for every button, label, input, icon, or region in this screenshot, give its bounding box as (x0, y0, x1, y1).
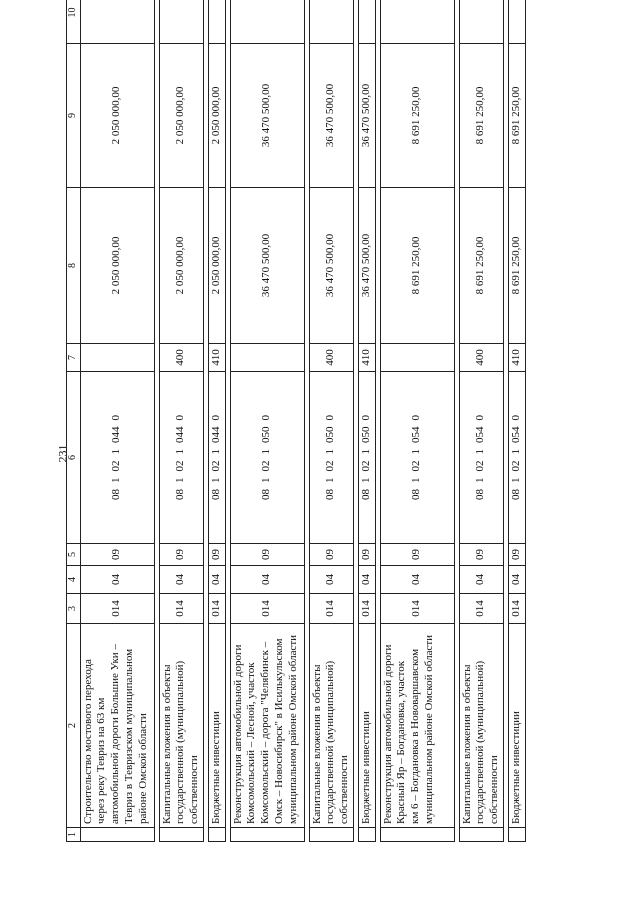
col-number: 10 (67, 0, 81, 44)
cell-section: 04 (459, 566, 503, 594)
name-line: государственной (муниципальной) (324, 660, 337, 824)
article-part: 1 (260, 449, 273, 455)
table-row (508, 0, 525, 842)
name-line: Капитальные вложения в объекты (310, 664, 323, 824)
cell-col1 (309, 828, 353, 842)
article-part: 08 (209, 489, 222, 500)
cell-name (358, 624, 375, 828)
cell-name (380, 624, 454, 828)
cell-subsection: 09 (159, 544, 203, 566)
name-line: Тевриз в Тевризском муниципальном (122, 648, 135, 824)
cell-section: 04 (380, 566, 454, 594)
article-part: 02 (509, 460, 522, 472)
article-part: 0 (509, 415, 522, 421)
cell-subsection: 09 (358, 544, 375, 566)
name-line: через реку Тевриз на 63 км (95, 697, 108, 824)
article-part: 02 (359, 460, 372, 472)
cell-col1 (380, 828, 454, 842)
cell-name (230, 624, 304, 828)
article-part: 08 (410, 489, 423, 500)
article-part: 1 (359, 449, 372, 455)
name-line: Капитальные вложения в объекты (160, 664, 173, 824)
table-row (80, 0, 154, 842)
name-line: муниципальном районе Омской области (422, 634, 435, 824)
name-line: Реконструкция автомобильной дороги (381, 644, 394, 824)
article-part: 044 (209, 426, 222, 443)
cell-target-article (459, 372, 503, 544)
cell-col1 (230, 828, 304, 842)
cell-amount-8: 36 470 500,00 (358, 188, 375, 344)
cell-target-article (380, 372, 454, 544)
name-line: собственности (338, 755, 350, 824)
name-line: муниципальном районе Омской области (286, 634, 299, 824)
cell-section: 04 (358, 566, 375, 594)
cell-target-article (508, 372, 525, 544)
cell-expense-type: 400 (309, 344, 353, 372)
cell-section: 04 (80, 566, 154, 594)
cell-name (159, 624, 203, 828)
cell-subsection: 09 (380, 544, 454, 566)
cell-col10 (208, 0, 225, 44)
cell-subsection: 09 (208, 544, 225, 566)
cell-expense-type: 400 (459, 344, 503, 372)
cell-amount-8: 8 691 250,00 (508, 188, 525, 344)
cell-name (80, 624, 154, 828)
cell-amount-9: 8 691 250,00 (508, 44, 525, 188)
table-row (309, 0, 353, 842)
cell-amount-9: 8 691 250,00 (459, 44, 503, 188)
cell-name (208, 624, 225, 828)
cell-amount-8: 2 050 000,00 (159, 188, 203, 344)
column-number-row (67, 0, 81, 842)
article-part: 054 (509, 426, 522, 443)
cell-amount-9: 8 691 250,00 (380, 44, 454, 188)
cell-code: 014 (508, 594, 525, 624)
cell-amount-9: 36 470 500,00 (358, 44, 375, 188)
cell-amount-8: 8 691 250,00 (380, 188, 454, 344)
cell-code: 014 (358, 594, 375, 624)
cell-section: 04 (309, 566, 353, 594)
cell-code: 014 (380, 594, 454, 624)
article-part: 0 (324, 415, 337, 421)
cell-expense-type (230, 344, 304, 372)
article-part: 1 (174, 477, 187, 483)
cell-amount-8: 8 691 250,00 (459, 188, 503, 344)
article-part: 1 (410, 449, 423, 455)
name-line: районе Омской области (136, 713, 149, 824)
article-part: 054 (474, 426, 487, 443)
cell-amount-9: 2 050 000,00 (208, 44, 225, 188)
cell-col10 (230, 0, 304, 44)
budget-table (66, 0, 526, 842)
cell-expense-type: 410 (508, 344, 525, 372)
article-part: 1 (474, 477, 487, 483)
cell-amount-8: 2 050 000,00 (80, 188, 154, 344)
cell-col1 (459, 828, 503, 842)
name-line: Бюджетные инвестиции (509, 711, 522, 824)
article-part: 02 (474, 460, 487, 472)
article-part: 0 (174, 415, 187, 421)
name-line: собственности (188, 755, 200, 824)
article-part: 0 (110, 415, 123, 421)
table-row (459, 0, 503, 842)
article-part: 1 (509, 477, 522, 483)
cell-name (508, 624, 525, 828)
cell-expense-type: 410 (208, 344, 225, 372)
article-part: 1 (324, 477, 337, 483)
name-line: Красный Яр – Богдановка, участок (395, 660, 408, 824)
cell-target-article (358, 372, 375, 544)
article-part: 1 (324, 449, 337, 455)
article-part: 1 (474, 449, 487, 455)
cell-code: 014 (208, 594, 225, 624)
cell-code: 014 (159, 594, 203, 624)
article-part: 050 (359, 426, 372, 443)
cell-amount-9: 36 470 500,00 (309, 44, 353, 188)
cell-name (459, 624, 503, 828)
name-line: Бюджетные инвестиции (359, 711, 372, 824)
cell-col1 (208, 828, 225, 842)
cell-target-article (208, 372, 225, 544)
cell-name (309, 624, 353, 828)
article-part: 08 (324, 489, 337, 500)
cell-target-article (230, 372, 304, 544)
article-part: 0 (474, 415, 487, 421)
article-part: 1 (174, 449, 187, 455)
name-line: государственной (муниципальной) (474, 660, 487, 824)
cell-subsection: 09 (459, 544, 503, 566)
article-part: 08 (359, 489, 372, 500)
cell-section: 04 (159, 566, 203, 594)
col-number: 9 (67, 44, 81, 188)
article-part: 08 (110, 489, 123, 500)
article-part: 050 (324, 426, 337, 443)
cell-amount-9: 2 050 000,00 (80, 44, 154, 188)
article-part: 08 (260, 489, 273, 500)
article-part: 02 (110, 460, 123, 472)
article-part: 050 (260, 426, 273, 443)
cell-col10 (80, 0, 154, 44)
cell-section: 04 (508, 566, 525, 594)
name-line: км 6 – Богдановка в Нововаршавском (409, 648, 421, 824)
cell-col1 (159, 828, 203, 842)
article-part: 08 (474, 489, 487, 500)
table-row (358, 0, 375, 842)
cell-col1 (80, 828, 154, 842)
cell-code: 014 (459, 594, 503, 624)
col-number: 8 (67, 188, 81, 344)
rotated-table-container (66, 0, 522, 842)
cell-code: 014 (80, 594, 154, 624)
cell-col10 (309, 0, 353, 44)
cell-col10 (459, 0, 503, 44)
article-part: 02 (260, 460, 273, 472)
article-part: 1 (209, 449, 222, 455)
col-number: 3 (67, 594, 81, 624)
col-number: 7 (67, 344, 81, 372)
table-row (208, 0, 225, 842)
article-part: 1 (209, 477, 222, 483)
article-part: 1 (410, 477, 423, 483)
cell-col10 (380, 0, 454, 44)
article-part: 02 (410, 460, 423, 472)
col-number: 1 (67, 828, 81, 842)
cell-col10 (508, 0, 525, 44)
cell-subsection: 09 (309, 544, 353, 566)
cell-expense-type: 400 (159, 344, 203, 372)
cell-col10 (159, 0, 203, 44)
table-row (159, 0, 203, 842)
cell-code: 014 (230, 594, 304, 624)
cell-expense-type (380, 344, 454, 372)
name-line: Строительство мостового перехода (81, 659, 94, 824)
name-line: собственности (488, 755, 500, 824)
article-part: 08 (174, 489, 187, 500)
cell-target-article (80, 372, 154, 544)
cell-amount-9: 2 050 000,00 (159, 44, 203, 188)
cell-col1 (508, 828, 525, 842)
article-part: 1 (110, 449, 123, 455)
name-line: Омск – Новосибирск" в Исилькульском (272, 638, 285, 824)
article-part: 1 (260, 477, 273, 483)
article-part: 02 (324, 460, 337, 472)
table-row (230, 0, 304, 842)
cell-subsection: 09 (508, 544, 525, 566)
article-part: 1 (359, 477, 372, 483)
name-line: Капитальные вложения в объекты (460, 664, 473, 824)
cell-amount-9: 36 470 500,00 (230, 44, 304, 188)
table-row (380, 0, 454, 842)
cell-code: 014 (309, 594, 353, 624)
col-number: 5 (67, 544, 81, 566)
col-number: 4 (67, 566, 81, 594)
article-part: 08 (509, 489, 522, 500)
name-line: Комсомольский – Лесной, участок (245, 662, 258, 824)
cell-col1 (358, 828, 375, 842)
col-number: 6 (67, 372, 81, 544)
article-part: 0 (410, 415, 423, 421)
article-part: 02 (209, 460, 222, 472)
cell-amount-8: 36 470 500,00 (309, 188, 353, 344)
cell-target-article (309, 372, 353, 544)
article-part: 1 (509, 449, 522, 455)
article-part: 054 (410, 426, 423, 443)
article-part: 02 (174, 460, 187, 472)
name-line: Реконструкция автомобильной дороги (231, 644, 244, 824)
article-part: 1 (110, 477, 123, 483)
name-line: автомобильной дороги Большие Уки – (109, 644, 121, 824)
cell-target-article (159, 372, 203, 544)
name-line: Бюджетные инвестиции (209, 711, 222, 824)
cell-section: 04 (208, 566, 225, 594)
cell-col10 (358, 0, 375, 44)
col-number: 2 (67, 624, 81, 828)
cell-expense-type (80, 344, 154, 372)
cell-amount-8: 2 050 000,00 (208, 188, 225, 344)
article-part: 044 (110, 426, 123, 443)
article-part: 0 (359, 415, 372, 421)
cell-amount-8: 36 470 500,00 (230, 188, 304, 344)
cell-subsection: 09 (80, 544, 154, 566)
cell-subsection: 09 (230, 544, 304, 566)
name-line: государственной (муниципальной) (174, 660, 187, 824)
article-part: 044 (174, 426, 187, 443)
article-part: 0 (209, 415, 222, 421)
page-number: 231 (55, 444, 70, 463)
name-line: Комсомольский – дорога "Челябинск – (259, 641, 271, 824)
cell-expense-type: 410 (358, 344, 375, 372)
cell-section: 04 (230, 566, 304, 594)
article-part: 0 (260, 415, 273, 421)
